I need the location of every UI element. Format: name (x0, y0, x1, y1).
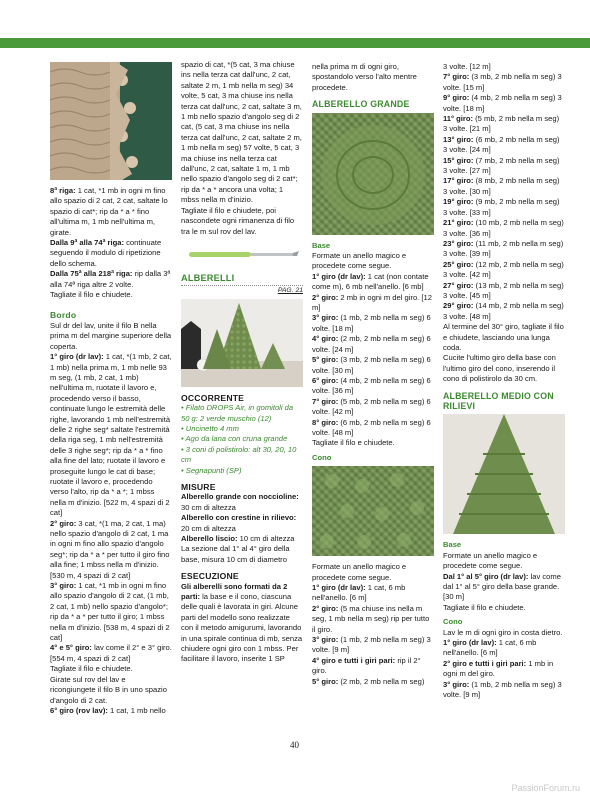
finish-text: Tagliate il filo e chiudete. (50, 290, 133, 300)
base-round-2-text: 2 mb in ogni m del giro. [12 m] (312, 292, 432, 313)
crochet-edge-image (50, 62, 172, 180)
cono-round-1-text: 1 cat, 6 mb nell'anello. [6 m] (312, 582, 406, 603)
cone-finish: Al termine del 30° giro, tagliate il filo e chiudete, lasciando una lunga coda. (443, 322, 564, 352)
medium-tree-photo (443, 414, 565, 534)
cone-row-15-text: (7 mb, 2 mb nella m seg) 3 volte. [27 m] (443, 155, 560, 176)
page-reference: PAG. 21 (277, 287, 303, 295)
medium-cono-round-3-text: (1 mb, 2 mb nella m seg) 3 volte. [9 m] (443, 679, 562, 700)
medium-base-heading: Base (443, 540, 462, 550)
cone-row-27-text: (13 mb, 2 mb nella m seg) 3 volte. [45 m] (443, 280, 564, 300)
bordo-round-6-label: 6° giro (rov lav): (50, 705, 108, 715)
trees-photo (181, 299, 303, 387)
row-8-label: 8ª riga: (50, 186, 76, 195)
size-medium-label: Alberello con crestine in rilievo: (181, 513, 297, 523)
column-1 (50, 62, 172, 716)
base-heading: Base (312, 240, 331, 250)
materials-item-5: • Segnapunti (SP) (181, 465, 242, 475)
cono-round-4-text: rip il 2° giro. (312, 655, 421, 676)
bordo-heading: Bordo (50, 310, 77, 321)
bordo-round-1-text: 1 cat, *(1 mb, 2 cat, 1 mb) nella prima m, 1 mb nelle 93 m seg, (1 mb, 2 cat, 1 mb) nell'ultima m, ruotate il lavoro e, procedendo verso il basso, continuate lungo le estremità delle righe, lavorando 1 mb nell'estremità delle 2 righe seg* saltate l'estremità della riga seg, 1 mb nell'estremità delle 3 righe seg*; rip da * a * fino alla fine del lato; ruotate il lavoro e proseguite lungo le cat di base; ruotate il lavoro e, procedendo verso l'alto, rip da * a *; 1 mbss nella m d'inizio. [522 m, 4 spazi di 2 cat] (50, 352, 172, 518)
cono-round-2-text: (5 ma chiuse ins nella m seg, 1 mb nella m seg) rip per tutto il giro. (312, 603, 430, 634)
execution-continued: nella prima m di ogni giro, spostandolo verso l'alto mentre procedete. (312, 62, 417, 92)
page-number: 40 (290, 740, 299, 750)
cono-round-3-label: 3° giro: (312, 635, 339, 644)
alberello-medio-heading: ALBERELLO MEDIO CON RILIEVI (443, 390, 554, 411)
base-round-2-label: 2° giro: (312, 292, 339, 302)
cono-round-5-text: (2 mb, 2 mb nella m seg) (338, 676, 425, 686)
cone-row-15-label: 15° giro: (443, 155, 474, 165)
base-round-6-text: (4 mb, 2 mb nella m seg) 6 volte. [36 m] (312, 375, 431, 396)
base-round-4-label: 4° giro: (312, 334, 339, 344)
cone-row-0-text: 3 volte. [12 m] (443, 62, 491, 71)
medium-cono-intro: Lav le m di ogni giro in costa dietro. (443, 627, 563, 637)
large-tree-base-photo (312, 113, 434, 235)
base-round-1-label: 1° giro (dr lav): (312, 271, 366, 281)
cone-row-21-text: (10 mb, 2 mb nella m seg) 3 volte. [36 m] (443, 218, 564, 238)
cono-round-4-label: 4° giro e tutti i giri pari: (312, 655, 396, 665)
column-2 (181, 60, 303, 665)
medium-base-intro: Formate un anello magico e procedete come segue. (443, 550, 538, 571)
medium-cono-even-text: 1 mb in ogni m del giro. (443, 658, 554, 679)
cone-row-17-text: (8 mb, 2 mb nella m seg) 3 volte. [30 m] (443, 176, 560, 196)
rows-75-218-label: Dalla 75ª alla 218ª riga: (50, 269, 133, 279)
cone-row-25-label: 25° giro: (443, 259, 474, 269)
cone-row-29-label: 29° giro: (443, 301, 474, 311)
bordo-round-2-text: 3 cat, *(1 ma, 2 cat, 1 ma) nello spazio d'angolo di 2 cat, 1 ma in ogni m fino allo spazio d'angolo seg*; rip da * a * per tutto il giro fino alla fine; 1 mbss nella m d'inizio. [530 m, 4 spazi di 2 cat] (50, 518, 170, 580)
size-small-value: 10 cm di altezza (237, 534, 295, 543)
medium-base-finish: Tagliate il filo e chiudete. (443, 602, 526, 612)
alberello-grande-heading: ALBERELLO GRANDE (312, 99, 410, 110)
base-round-8-text: (6 mb, 2 mb nella m seg) 6 volte. [48 m] (312, 417, 431, 437)
materials-item-1: • Filato DROPS Air, in gomitoli da 50 g: 2 verde muschio (12) (181, 403, 294, 423)
cono-intro: Formate un anello magico e procedete come segue. (312, 562, 407, 582)
size-large-label: Alberello grande con noccioline: (181, 492, 299, 502)
size-large-value: 30 cm di altezza (181, 502, 236, 512)
misure-heading: MISURE (181, 481, 216, 492)
crochet-base-image (312, 113, 434, 235)
cone-row-9-text: (4 mb, 2 mb nella m seg) 3 volte. [18 m] (443, 93, 562, 113)
bordo-round-3-text: 1 cat, *1 mb in ogni m fino allo spazio d'angolo di 2 cat, (1 mb, 2 cat, 1 mb) nello spazio d'angolo*; rip da * a * per tutto il giro; 1 mbss nella m d'inizio. [538 m, 4 spazi di 2 cat] (50, 581, 170, 643)
base-round-6-label: 6° giro: (312, 375, 339, 385)
cone-row-13-label: 13° giro: (443, 134, 474, 144)
cone-row-7-text: (3 mb, 2 mb nella m seg) 3 volte. [15 m] (443, 72, 562, 92)
cone-row-21-label: 21° giro: (443, 218, 474, 228)
medium-cono-round-3-label: 3° giro: (443, 679, 470, 689)
bordo-round-2-label: 2° giro: (50, 518, 77, 528)
crochet-hook-image (181, 237, 303, 271)
cone-row-9-label: 9° giro: (443, 93, 470, 103)
size-medium-value: 20 cm di altezza (181, 523, 236, 533)
base-round-7-text: (5 mb, 2 mb nella m seg) 6 volte. [42 m] (312, 396, 431, 417)
rows-9-74-label: Dalla 9ª alla 74ª riga: (50, 238, 125, 248)
base-round-7-label: 7° giro: (312, 396, 339, 406)
base-round-5-text: (3 mb, 2 mb nella m seg) 6 volte. [30 m] (312, 355, 431, 375)
esecuzione-heading: ESECUZIONE (181, 571, 239, 582)
base-round-3-text: (1 mb, 2 mb nella m seg) 6 volte. [18 m] (312, 313, 431, 333)
execution-lead: Gli alberelli sono formati da 2 parti: (181, 581, 288, 602)
base-round-8-label: 8° giro: (312, 417, 339, 427)
materials-item-4: • 3 coni di polistirolo: alt 30, 20, 10 cm (181, 444, 297, 465)
cone-row-11-label: 11° giro: (443, 114, 474, 124)
cone-row-25-text: (12 mb, 2 mb nella m seg) 3 volte. [42 m] (443, 259, 564, 280)
medium-cono-round-1-label: 1° giro (dr lav): (443, 638, 497, 648)
base-finish: Tagliate il filo e chiudete. (312, 438, 395, 448)
medium-cono-heading: Cono (443, 617, 463, 627)
bordo-continued: spazio di cat, *(5 cat, 3 ma chiuse ins nella terza cat dall'unc, 2 cat, saltate 2 m, 1 mb nella m seg) 34 volte, 5 cat, 3 ma chiuse ins nella terza cat dall'unc, 2 cat, saltate 3 m, 1 mb nello spazio d'angolo seg di 2 cat, (5 cat, 3 ma chiuse ins nella terza cat dall'unc, 2 cat, saltate 2 m, 1 mb nella m seg) 57 volte, 5 cat, 3 ma chiuse ins nella terza cat dall'unc, 2 cat, saltate 1 m, 1 mb nello spazio d'angolo seg di 2 cat*; rip da * a * ancora una volta; 1 mbss nella m d'inizio. (181, 60, 302, 205)
rows-75-218-text: rip dalla 3ª alla 74ª riga altre 2 volte. (50, 269, 171, 289)
bordo-final: Tagliate il filo e chiudete, poi nascondete ogni rimanenza di filo tra le m sul rov del lav. (181, 205, 295, 236)
rows-9-74-text: continuate seguendo il modulo di ripetizione dello schema. (50, 238, 162, 268)
column-4 (443, 62, 565, 701)
base-intro: Formate un anello magico e procedete come segue. (312, 251, 407, 271)
cone-row-13-text: (6 mb, 2 mb nella m seg) 3 volte. [24 m] (443, 134, 560, 155)
cone-row-19-text: (9 mb, 2 mb nella m seg) 3 volte. [33 m] (443, 197, 560, 217)
cono-round-3-text: (1 mb, 2 mb nella m seg) 3 volte. [9 m] (312, 635, 431, 655)
execution-text: la base e il cono, ciascuna delle quali è lavorata in giri. Alcune parti del modello sono realizzate con il metodo amigurumi, lavorando in una spirale continua di mb, senza chiudere ogni giro con 1 mbss. Per facilitare il lavoro, inserite 1 SP (181, 592, 303, 664)
materials-item-3: • Ago da lana con cruna grande (181, 434, 288, 444)
cone-row-11-text: (5 mb, 2 mb nella m seg) 3 volte. [21 m] (443, 114, 560, 134)
bordo-round-1-label: 1° giro (dr lav): (50, 352, 104, 362)
cone-row-27-label: 27° giro: (443, 280, 474, 290)
base-round-4-text: (2 mb, 2 mb nella m seg) 6 volte. [24 m] (312, 334, 431, 354)
cone-row-23-label: 23° giro: (443, 238, 474, 248)
bordo-intro: Sul dr del lav, unite il filo B nella prima m del margine superiore della coperta. (50, 320, 172, 351)
alberelli-heading: ALBERELLI (181, 272, 235, 283)
occorrente-heading: OCCORRENTE (181, 392, 245, 403)
knitted-trees-image (181, 299, 303, 387)
medium-base-rounds-text: lav come dal 1° al 5° giro della base grande. [30 m] (443, 571, 561, 602)
size-note: La sezione dal 1° al 4° giro della base, misura 10 cm di diametro (181, 544, 290, 564)
cone-assembly: Cucite l'ultimo giro della base con l'ultimo giro del cono, inserendo il cono di polistirolo da 30 cm. (443, 353, 556, 384)
materials-item-2: • Uncinetto 4 mm (181, 423, 239, 433)
base-round-3-label: 3° giro: (312, 313, 339, 323)
watermark: PassionForum.ru (511, 783, 580, 793)
top-accent-bar (0, 38, 590, 48)
crochet-ribbed-cone-image (443, 414, 565, 534)
column-3 (312, 62, 434, 687)
cono-round-1-label: 1° giro (dr lav): (312, 582, 366, 592)
bordo-round-4-5-label: 4° e 5° giro: (50, 643, 92, 653)
bordo-round-4-5-text: lav come il 2° e 3° giro. [554 m, 4 spazi di 2 cat] (50, 643, 172, 663)
bordo-round-6-text: 1 cat, 1 mb nello (107, 705, 166, 715)
cone-row-23-text: (11 mb, 2 mb nella m seg) 3 volte. [39 m] (443, 238, 564, 259)
crochet-cone-image (312, 466, 434, 556)
cono-heading: Cono (312, 452, 332, 462)
large-tree-cone-photo (312, 466, 434, 556)
size-small-label: Alberello liscio: (181, 534, 238, 543)
medium-cono-round-1-text: 1 cat, 6 mb nell'anello. [6 m] (443, 638, 537, 658)
cono-round-5-label: 5° giro: (312, 676, 339, 686)
cono-round-2-label: 2° giro: (312, 603, 339, 613)
cone-row-17-label: 17° giro: (443, 176, 474, 186)
base-round-1-text: 1 cat (non contate come m), 6 mb nell'anello. [6 mb] (312, 271, 429, 292)
bordo-rejoin: Girate sul rov del lav e ricongiungete il filo B in uno spazio d'angolo di 2 cat. (50, 674, 167, 705)
medium-cono-even-label: 2° giro e tutti i giri pari: (443, 658, 527, 668)
cone-row-29-text: (14 mb, 2 mb nella m seg) 3 volte. [48 m] (443, 301, 564, 321)
blanket-photo (50, 62, 172, 180)
base-round-5-label: 5° giro: (312, 355, 339, 365)
bordo-finish: Tagliate il filo e chiudete. (50, 664, 133, 674)
row-8-text: 1 cat, *1 mb in ogni m fino allo spazio di 2 cat, 2 cat, saltate lo spazio di cat*; rip da * a * fino all'ultima m, 1 mb nell'ultima m, girate. (50, 186, 168, 237)
cone-row-19-label: 19° giro: (443, 197, 474, 207)
cone-row-7-label: 7° giro: (443, 72, 470, 82)
medium-base-rounds-label: Dal 1° al 5° giro (dr lav): (443, 571, 529, 581)
bordo-round-3-label: 3° giro: (50, 581, 77, 591)
